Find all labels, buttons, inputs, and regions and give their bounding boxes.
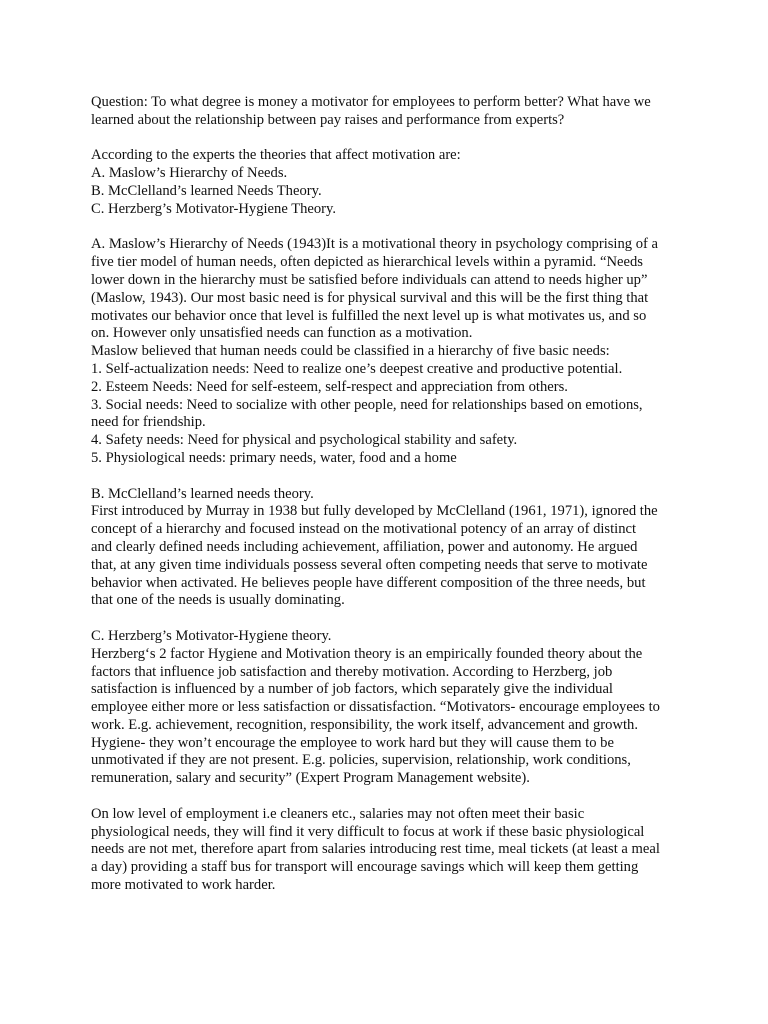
conclusion-paragraph bbox=[91, 806, 691, 895]
herzberg-section bbox=[91, 628, 691, 788]
list-item: 3. Social needs: Need to socialize with other people, need for relationships based on emotions, bbox=[91, 396, 643, 413]
text-line: According to the experts the theories that affect motivation are: bbox=[91, 147, 461, 164]
question-paragraph bbox=[91, 94, 691, 130]
list-item: 5. Physiological needs: primary needs, water, food and a home bbox=[91, 449, 457, 466]
theories-list-paragraph bbox=[91, 147, 691, 218]
document-page bbox=[91, 94, 691, 913]
text-line: that, at any given time individuals possess several often competing needs that serve to motivate bbox=[91, 556, 648, 573]
text-line: (Maslow, 1943). Our most basic need is for physical survival and this will be the first thing that bbox=[91, 289, 649, 306]
text-line: that one of the needs is usually dominating. bbox=[91, 592, 345, 609]
list-item: 2. Esteem Needs: Need for self-esteem, self-respect and appreciation from others. bbox=[91, 378, 568, 395]
text-line: A. Maslow’s Hierarchy of Needs (1943)It is a motivational theory in psychology comprising of a bbox=[91, 236, 659, 253]
text-line: Question: To what degree is money a motivator for employees to perform better? What have we bbox=[91, 94, 651, 110]
list-item: need for friendship. bbox=[91, 414, 206, 431]
text-line: Herzberg‘s 2 factor Hygiene and Motivation theory is an empirically founded theory about the bbox=[91, 645, 643, 662]
text-line: needs are not met, therefore apart from salaries introducing rest time, meal tickets (at least a meal bbox=[91, 841, 660, 858]
text-line: factors that influence job satisfaction and thereby motivation. According to Herzberg, job bbox=[91, 663, 613, 680]
text-line: employee either more or less satisfaction or dissatisfaction. “Motivators- encourage employees to bbox=[91, 699, 660, 716]
section-heading: C. Herzberg’s Motivator-Hygiene theory. bbox=[91, 627, 332, 644]
text-line: Hygiene- they won’t encourage the employee to work hard but they will cause them to be bbox=[91, 734, 614, 751]
text-line: concept of a hierarchy and focused instead on the motivational potency of an array of distinct bbox=[91, 521, 637, 538]
list-item: A. Maslow’s Hierarchy of Needs. bbox=[91, 165, 288, 182]
list-item: C. Herzberg’s Motivator-Hygiene Theory. bbox=[91, 200, 337, 217]
text-line: learned about the relationship between pay raises and performance from experts? bbox=[91, 111, 565, 128]
text-line: On low level of employment i.e cleaners etc., salaries may not often meet their basic bbox=[91, 805, 585, 822]
list-item: 1. Self-actualization needs: Need to realize one’s deepest creative and productive potential. bbox=[91, 360, 623, 377]
text-line: work. E.g. achievement, recognition, responsibility, the work itself, advancement and growth. bbox=[91, 716, 638, 733]
text-line: on. However only unsatisfied needs can function as a motivation. bbox=[91, 325, 473, 342]
text-line: satisfaction is influenced by a number of job factors, which separately give the individual bbox=[91, 681, 613, 698]
maslow-section bbox=[91, 236, 691, 467]
text-line: and clearly defined needs including achievement, affiliation, power and autonomy. He argued bbox=[91, 538, 638, 555]
text-line: more motivated to work harder. bbox=[91, 877, 276, 894]
text-line: unmotivated if they are not present. E.g. policies, supervision, relationship, work conditions, bbox=[91, 752, 631, 769]
text-line: motivates our behavior once that level is fulfilled the next level up is what motivates us, and so bbox=[91, 307, 647, 324]
text-line: physiological needs, they will find it very difficult to focus at work if these basic physiological bbox=[91, 823, 645, 840]
text-line: five tier model of human needs, often depicted as hierarchical levels within a pyramid. “Needs bbox=[91, 254, 643, 271]
text-line: First introduced by Murray in 1938 but fully developed by McClelland (1961, 1971), ignored the bbox=[91, 503, 658, 520]
list-item: 4. Safety needs: Need for physical and psychological stability and safety. bbox=[91, 432, 518, 449]
text-line: lower down in the hierarchy must be satisfied before individuals can attend to needs higher up” bbox=[91, 271, 648, 288]
text-line: behavior when activated. He believes people have different composition of the three needs, but bbox=[91, 574, 646, 591]
list-item: B. McClelland’s learned Needs Theory. bbox=[91, 182, 322, 199]
mcclelland-section bbox=[91, 486, 691, 611]
text-line: Maslow believed that human needs could be classified in a hierarchy of five basic needs: bbox=[91, 343, 610, 360]
section-heading: B. McClelland’s learned needs theory. bbox=[91, 485, 314, 502]
text-line: remuneration, salary and security” (Expert Program Management website). bbox=[91, 770, 530, 787]
text-line: a day) providing a staff bus for transport will encourage savings which will keep them getting bbox=[91, 859, 639, 876]
